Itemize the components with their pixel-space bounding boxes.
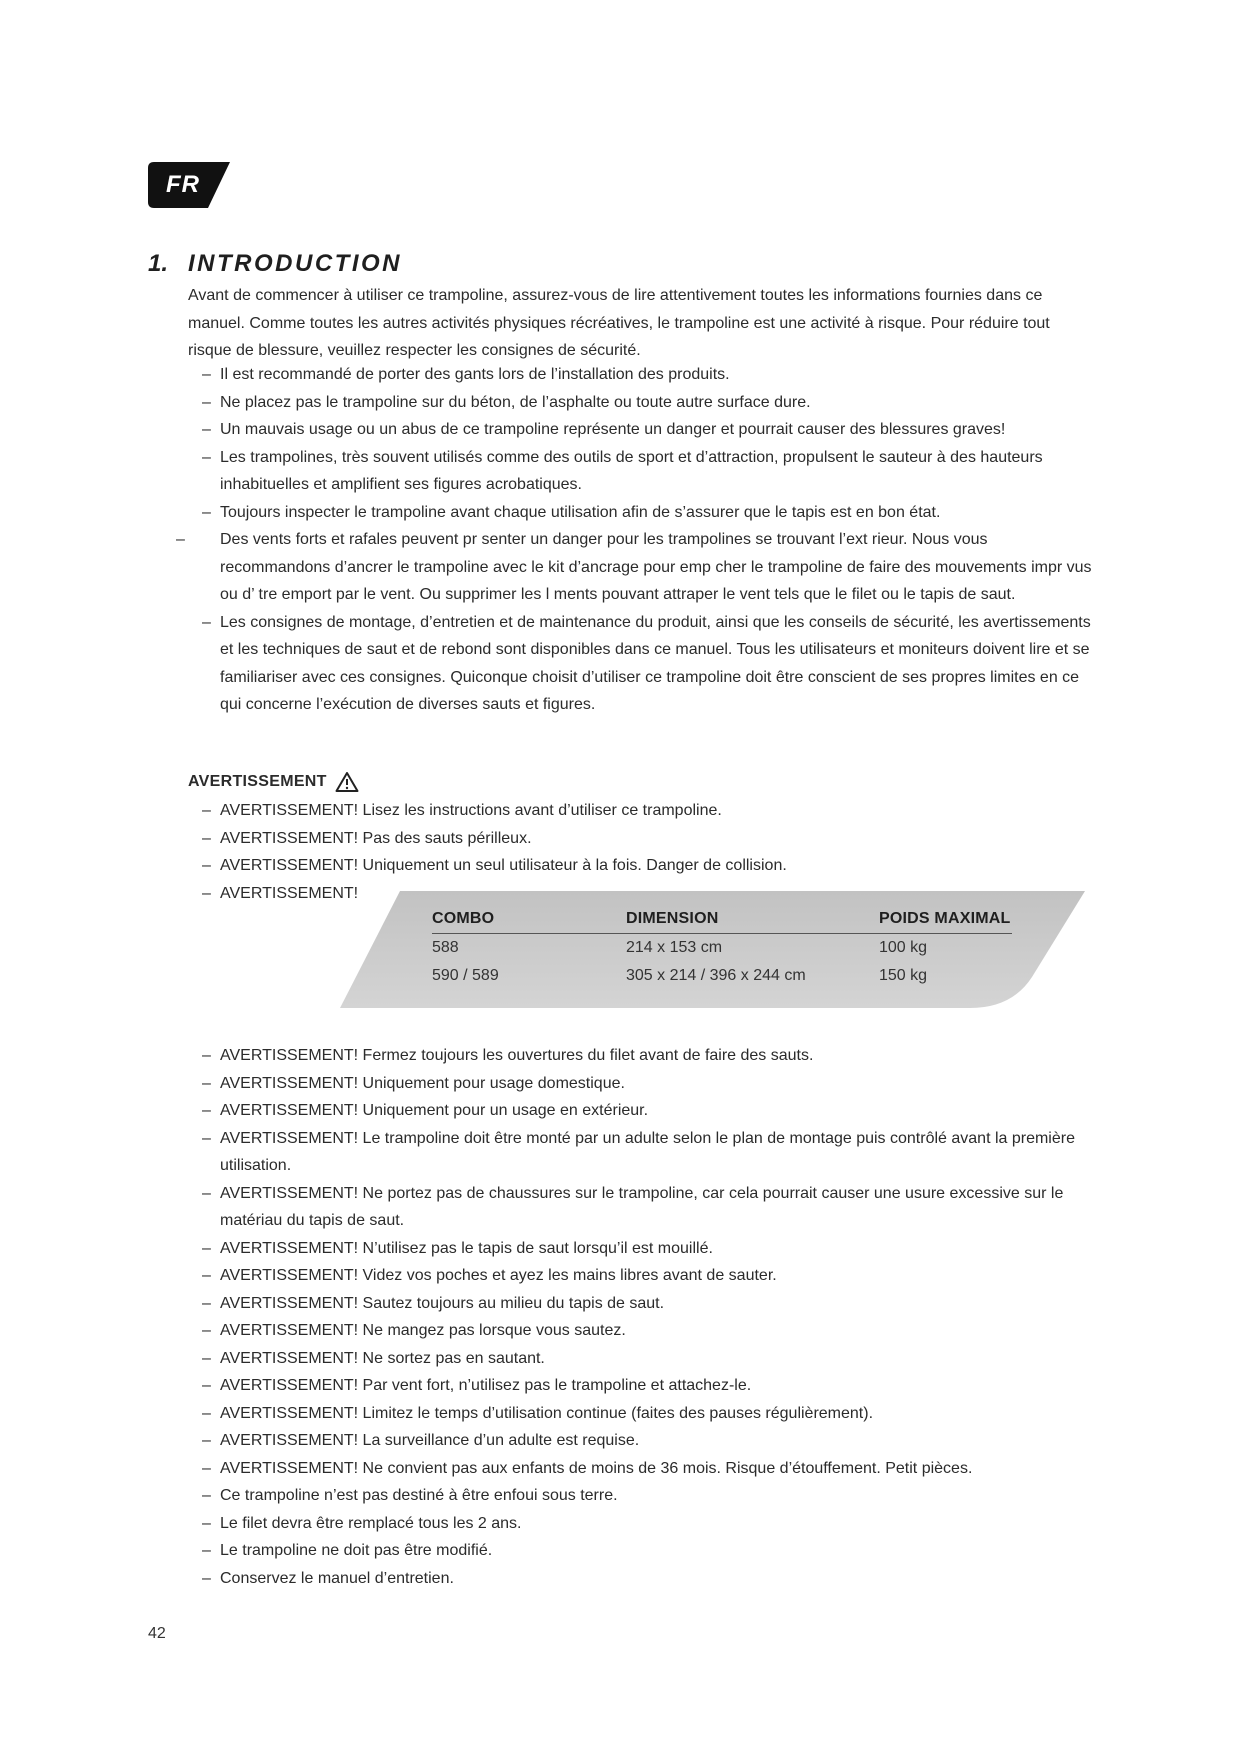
header-dimension: DIMENSION bbox=[626, 905, 879, 934]
list-item: – AVERTISSEMENT! Sautez toujours au milieu du tapis de saut. bbox=[188, 1290, 1093, 1318]
list-item: – Le trampoline ne doit pas être modifié. bbox=[188, 1537, 1093, 1565]
list-item: – Toujours inspecter le trampoline avant chaque utilisation afin de s’assurer que le tapis est en bon état. bbox=[188, 499, 1093, 527]
list-item: – AVERTISSEMENT! Limitez le temps d’utilisation continue (faites des pauses régulièrement). bbox=[188, 1400, 1093, 1428]
header-max-weight: POIDS MAXIMAL bbox=[879, 905, 1012, 934]
table-row bbox=[432, 962, 1012, 990]
intro-paragraph: Avant de commencer à utiliser ce trampoline, assurez-vous de lire attentivement toutes les informations fournies dans ce manuel. Comme toutes les autres activités physiques récréatives, le trampoline est une activité à risque. Pour réduire tout risque de blessure, veuillez respecter les consignes de sécurité. bbox=[188, 287, 1050, 359]
spec-panel bbox=[340, 891, 1090, 1010]
header-combo: COMBO bbox=[432, 905, 626, 934]
list-item: – AVERTISSEMENT! Uniquement un seul utilisateur à la fois. Danger de collision. bbox=[188, 852, 888, 880]
list-item: – AVERTISSEMENT! Ne portez pas de chaussures sur le trampoline, car cela pourrait causer une usure excessive sur le matériau du tapis de saut. bbox=[188, 1180, 1093, 1235]
list-item: – AVERTISSEMENT! Par vent fort, n’utilisez pas le trampoline et attachez-le. bbox=[188, 1372, 1093, 1400]
section-number: 1. bbox=[148, 250, 169, 277]
list-item: – Un mauvais usage ou un abus de ce trampoline représente un danger et pourrait causer des blessures graves! bbox=[188, 416, 1093, 444]
table-header-row bbox=[432, 905, 1012, 934]
list-item: – AVERTISSEMENT! bbox=[188, 880, 888, 908]
cell-combo: 588 bbox=[432, 939, 459, 956]
list-item: – Les consignes de montage, d’entretien et de maintenance du produit, ainsi que les conseils de sécurité, les avertissements et les techniques de saut et de rebond sont disponibles dans ce manuel. Tous les utilisateurs et moniteurs doivent lire et se familiariser avec ces consignes. Quiconque choisit d’utiliser ce trampoline doit être conscient de ses propres limites en ce qui concerne l’exécution de diverses sauts et figures. bbox=[188, 609, 1093, 719]
list-item: – AVERTISSEMENT! Le trampoline doit être monté par un adulte selon le plan de montage puis contrôlé avant la première utilisation. bbox=[188, 1125, 1093, 1180]
list-item: – AVERTISSEMENT! Ne sortez pas en sautant. bbox=[188, 1345, 1093, 1373]
cell-max-weight: 150 kg bbox=[879, 967, 928, 984]
list-item: – Conservez le manuel d’entretien. bbox=[188, 1565, 1093, 1593]
language-badge bbox=[148, 162, 228, 208]
warning-heading-text: AVERTISSEMENT bbox=[188, 773, 327, 790]
list-item: – Des vents forts et rafales peuvent pr senter un danger pour les trampolines se trouvant l’ext rieur. Nous vous recommandons d’ancrer le trampoline avec le kit d’ancrage pour emp cher le trampoline de faire des mouvements impr vus ou d’ tre emport par le vent. Ou supprimer les l ments pouvant attraper le vent tels que le filet ou le tapis de saut. bbox=[188, 526, 1093, 609]
list-item: – AVERTISSEMENT! Ne mangez pas lorsque vous sautez. bbox=[188, 1317, 1093, 1345]
list-item: – Ce trampoline n’est pas destiné à être enfoui sous terre. bbox=[188, 1482, 1093, 1510]
list-item: – Les trampolines, très souvent utilisés comme des outils de sport et d’attraction, propulsent le sauteur à des hauteurs inhabituelles et amplifient ses figures acrobatiques. bbox=[188, 444, 1093, 499]
list-item: – AVERTISSEMENT! Lisez les instructions avant d’utiliser ce trampoline. bbox=[188, 797, 888, 825]
warning-list-continued bbox=[188, 1042, 1093, 1592]
cell-max-weight: 100 kg bbox=[879, 939, 928, 956]
cell-dimension: 305 x 214 / 396 x 244 cm bbox=[626, 967, 806, 984]
list-item: – AVERTISSEMENT! Ne convient pas aux enfants de moins de 36 mois. Risque d’étouffement. Petit pièces. bbox=[188, 1455, 1093, 1483]
list-item: – AVERTISSEMENT! Pas des sauts périlleux. bbox=[188, 825, 888, 853]
section-title-text: INTRODUCTION bbox=[188, 250, 402, 277]
list-item: – Il est recommandé de porter des gants lors de l’installation des produits. bbox=[188, 361, 1093, 389]
safety-list bbox=[188, 361, 1093, 719]
list-item: – AVERTISSEMENT! N’utilisez pas le tapis de saut lorsqu’il est mouillé. bbox=[188, 1235, 1093, 1263]
spec-table bbox=[432, 905, 1012, 990]
table-row bbox=[432, 934, 1012, 963]
cell-combo: 590 / 589 bbox=[432, 967, 499, 984]
page-number: 42 bbox=[148, 1625, 166, 1642]
warning-triangle-icon bbox=[335, 771, 359, 793]
list-item: – AVERTISSEMENT! Fermez toujours les ouvertures du filet avant de faire des sauts. bbox=[188, 1042, 1093, 1070]
list-item: – AVERTISSEMENT! Videz vos poches et ayez les mains libres avant de sauter. bbox=[188, 1262, 1093, 1290]
list-item: – AVERTISSEMENT! Uniquement pour un usage en extérieur. bbox=[188, 1097, 1093, 1125]
language-code: FR bbox=[166, 171, 200, 198]
list-item: – Le filet devra être remplacé tous les 2 ans. bbox=[188, 1510, 1093, 1538]
warning-heading bbox=[188, 771, 359, 793]
list-item: – AVERTISSEMENT! La surveillance d’un adulte est requise. bbox=[188, 1427, 1093, 1455]
section-title bbox=[148, 250, 402, 278]
list-item: – AVERTISSEMENT! Uniquement pour usage domestique. bbox=[188, 1070, 1093, 1098]
cell-dimension: 214 x 153 cm bbox=[626, 939, 723, 956]
list-item: – Ne placez pas le trampoline sur du béton, de l’asphalte ou toute autre surface dure. bbox=[188, 389, 1093, 417]
